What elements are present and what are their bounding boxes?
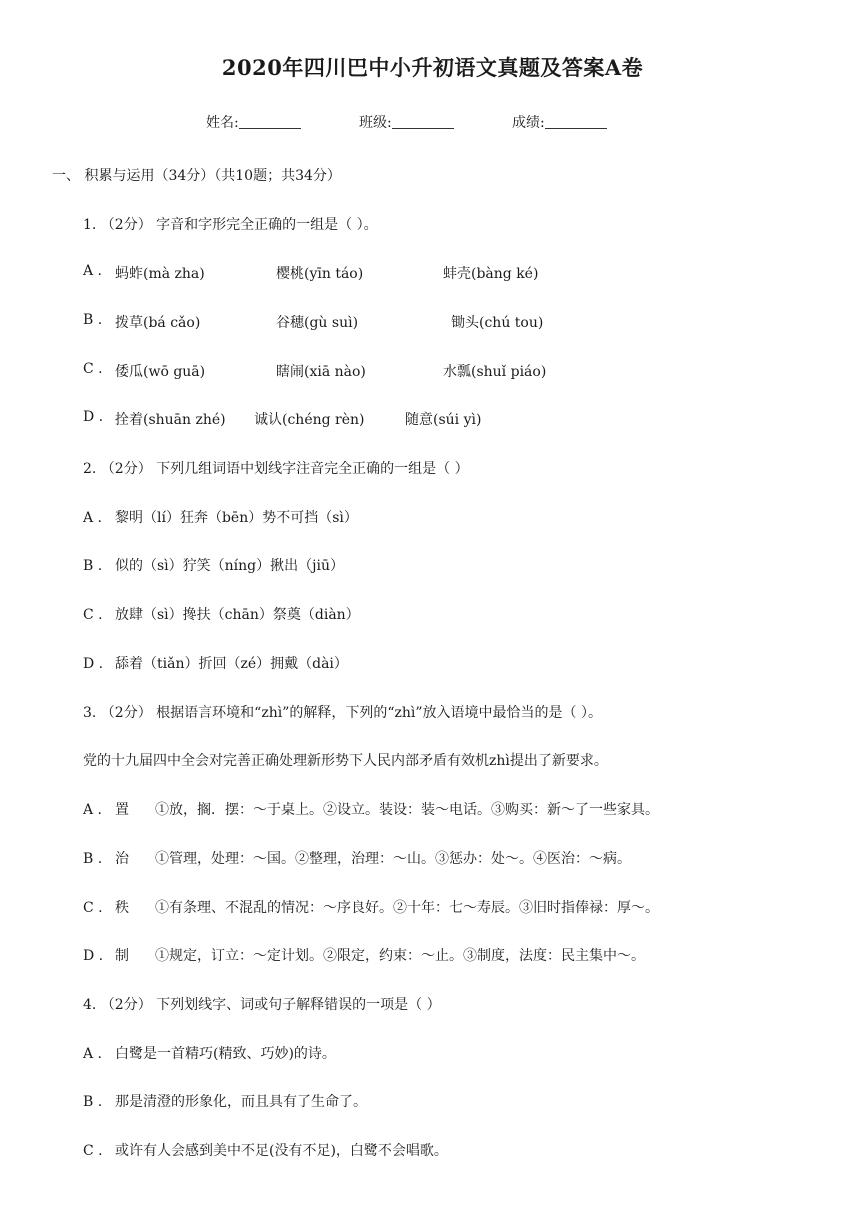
score-label: 成绩: (512, 115, 545, 131)
q1-option-b-item: 谷穗(gù suì) (276, 315, 359, 331)
q1-option-b-label[interactable]: B . (83, 312, 103, 328)
q1-option-a-item: 樱桃(yīn táo) (276, 266, 364, 282)
q4-stem: 4. （2分） 下列划线字、词或句子解释错误的一项是（ ） (83, 997, 441, 1013)
q2-option-c[interactable]: C . 放肆（sì）搀扶（chān）祭奠（diàn） (83, 607, 360, 623)
score-blank[interactable] (545, 114, 607, 129)
name-blank[interactable] (239, 114, 301, 129)
q1-option-d-item: 拴着(shuān zhé) (115, 412, 226, 428)
q3-option-b[interactable]: B . 治 ①管理，处理：～国。②整理，治理：～山。③惩办：处～。④医治：～病。 (83, 851, 631, 867)
q2-stem: 2. （2分） 下列几组词语中划线字注音完全正确的一组是（ ） (83, 461, 469, 477)
score-field[interactable] (512, 112, 607, 132)
name-label: 姓名: (206, 115, 239, 131)
q3-option-a[interactable]: A . 置 ①放，搁．摆：～于桌上。②设立。装设：装～电话。③购买：新～了一些家具。 (83, 802, 659, 818)
q1-option-c-item: 瞎闹(xiā nào) (276, 364, 366, 380)
q2-option-a[interactable]: A . 黎明（lí）狂奔（bēn）势不可挡（sì） (83, 510, 358, 526)
q1-option-d-item: 诚认(chéng rèn) (254, 412, 365, 428)
q1-option-c-item: 水瓢(shuǐ piáo) (443, 364, 547, 380)
q1-option-d-item: 随意(súi yì) (405, 412, 482, 428)
class-label: 班级: (359, 115, 392, 131)
q1-option-c-label[interactable]: C . (83, 361, 103, 377)
class-blank[interactable] (392, 114, 454, 129)
document-title: 2020年四川巴中小升初语文真题及答案A卷 (221, 55, 644, 80)
name-field[interactable] (206, 112, 301, 132)
q3-context: 党的十九届四中全会对完善正确处理新形势下人民内部矛盾有效机zhì提出了新要求。 (83, 753, 608, 769)
q4-option-a[interactable]: A . 白鹭是一首精巧(精致、巧妙)的诗。 (83, 1046, 336, 1062)
q1-option-a-item: 蚌壳(bàng ké) (443, 266, 539, 282)
q2-option-d[interactable]: D . 舔着（tiǎn）折回（zé）拥戴（dài） (83, 656, 348, 672)
section-heading: 一、 积累与运用（34分）（共10题；共34分） (52, 168, 341, 184)
q3-option-d[interactable]: D . 制 ①规定，订立：～定计划。②限定，约束：～止。③制度，法度：民主集中～。 (83, 948, 645, 964)
q1-option-b-item: 锄头(chú tou) (451, 315, 544, 331)
q1-option-b-item: 拨草(bá cǎo) (115, 315, 201, 331)
q4-option-b[interactable]: B . 那是清澄的形象化，而且具有了生命了。 (83, 1094, 367, 1110)
q1-stem: 1. （2分） 字音和字形完全正确的一组是（ ）。 (83, 217, 378, 233)
q1-option-a-item: 蚂蚱(mà zha) (115, 266, 205, 282)
q1-option-d-label[interactable]: D . (83, 409, 104, 425)
q3-option-c[interactable]: C . 秩 ①有条理、不混乱的情况：～序良好。②十年：七～寿辰。③旧时指俸禄：厚～。 (83, 900, 659, 916)
q3-stem: 3. （2分） 根据语言环境和“zhì”的解释，下列的“zhì”放入语境中最恰当的是（ ）。 (83, 705, 602, 721)
q1-option-a-label[interactable]: A . (83, 263, 103, 279)
class-field[interactable] (359, 112, 454, 132)
q4-option-c[interactable]: C . 或许有人会感到美中不足(没有不足)，白鹭不会唱歌。 (83, 1143, 448, 1159)
q1-option-c-item: 倭瓜(wō guā) (115, 364, 206, 380)
q2-option-b[interactable]: B . 似的（sì）狞笑（níng）揪出（jiū） (83, 558, 344, 574)
